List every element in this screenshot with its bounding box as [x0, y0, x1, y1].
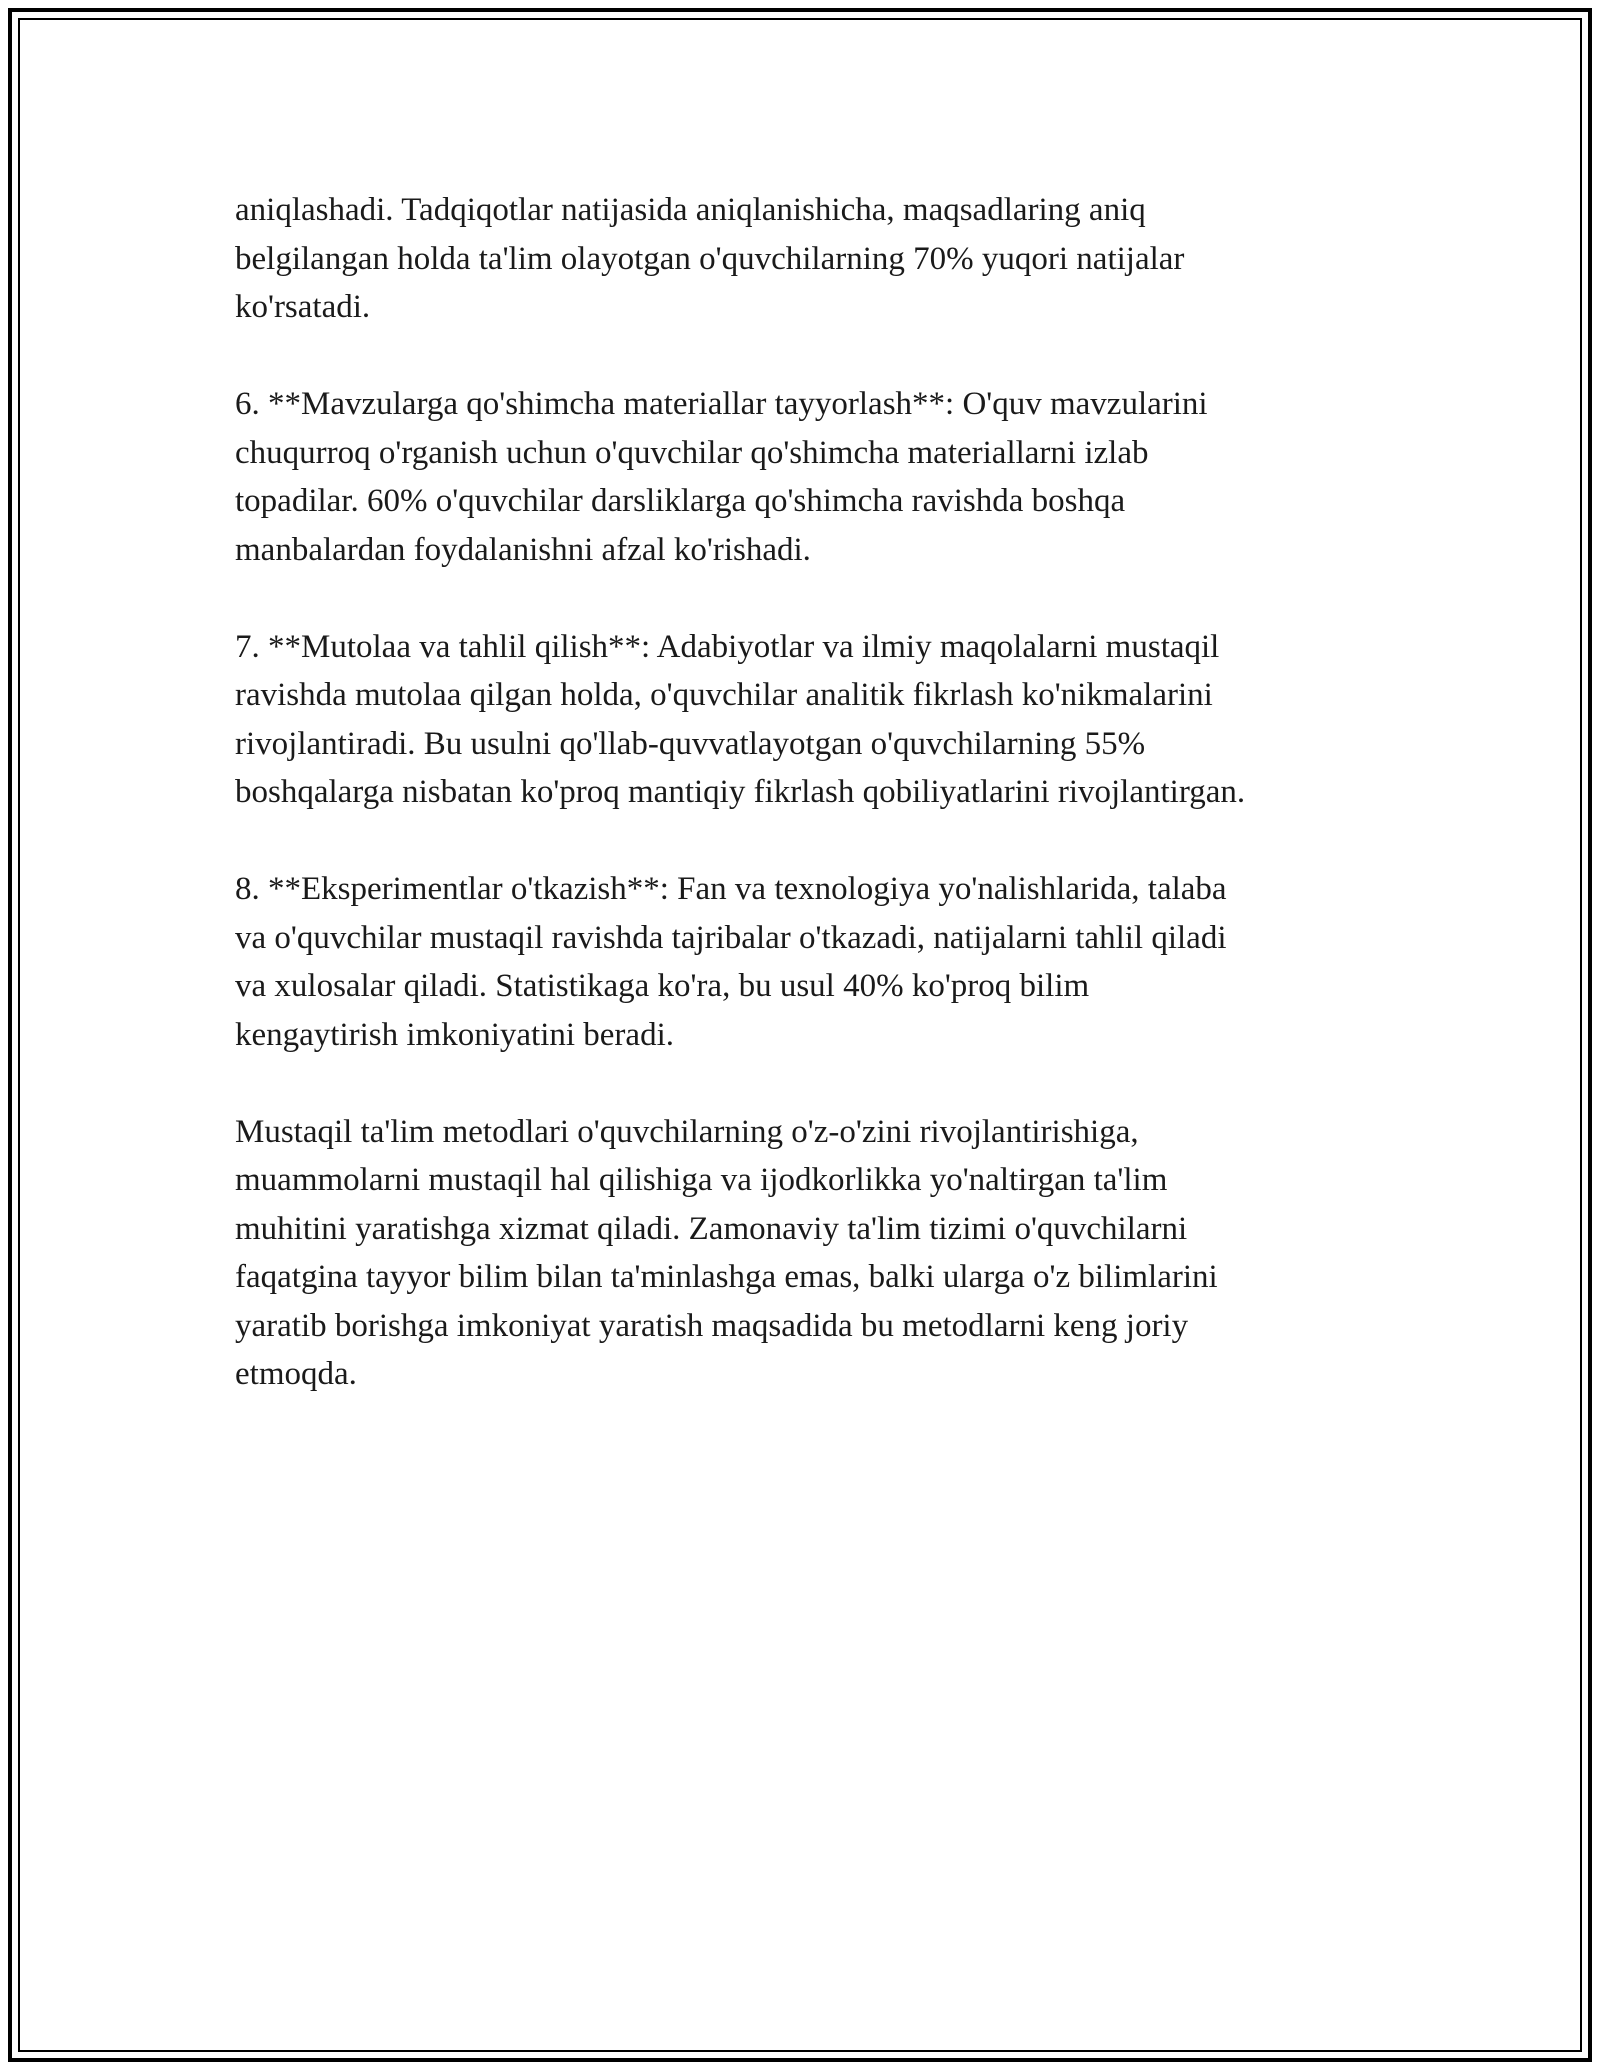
paragraph-goal-setting-conclusion: aniqlashadi. Tadqiqotlar natijasida aniqlanishicha, maqsadlaring aniq belgilangan holda ta'lim olayotgan o'quvchilarning 70% yuqori natijalar ko'rsatadi.: [235, 192, 1185, 325]
paragraph-item-8-experiments: 8. **Eksperimentlar o'tkazish**: Fan va texnologiya yo'nalishlarida, talaba va o'quvchilar mustaqil ravishda tajribalar o'tkazadi, natijalarni tahlil qiladi va xulosalar qiladi. Statistikaga ko'ra, bu usul 40% ko'proq bilim kengaytirish imkoniyatini beradi.: [235, 871, 1227, 1053]
paragraph-item-6-additional-materials: 6. **Mavzularga qo'shimcha materiallar tayyorlash**: O'quv mavzularini chuqurroq o'rganish uchun o'quvchilar qo'shimcha materiallarni izlab topadilar. 60% o'quvchilar darsliklarga qo'shimcha ravishda boshqa manbalardan foydalanishni afzal ko'rishadi.: [235, 386, 1208, 568]
paragraph-conclusion: Mustaqil ta'lim metodlari o'quvchilarning o'z-o'zini rivojlantirishiga, muammolarni mustaqil hal qilishiga va ijodkorlikka yo'naltirgan ta'lim muhitini yaratishga xizmat qiladi. Zamonaviy ta'lim tizimi o'quvchilarni faqatgina tayyor bilim bilan ta'minlashga emas, balki ularga o'z bilimlarini yaratib borishga imkoniyat yaratish maqsadida bu metodlarni keng joriy etmoqda.: [235, 1113, 1218, 1392]
document-body: [235, 186, 1385, 1447]
paragraph-item-7-reading-analysis: 7. **Mutolaa va tahlil qilish**: Adabiyotlar va ilmiy maqolalarni mustaqil ravishda mutolaa qilgan holda, o'quvchilar analitik fikrlash ko'nikmalarini rivojlantiradi. Bu usulni qo'llab-quvvatlayotgan o'quvchilarning 55% boshqalarga nisbatan ko'proq mantiqiy fikrlash qobiliyatlarini rivojlantirgan.: [235, 628, 1246, 810]
